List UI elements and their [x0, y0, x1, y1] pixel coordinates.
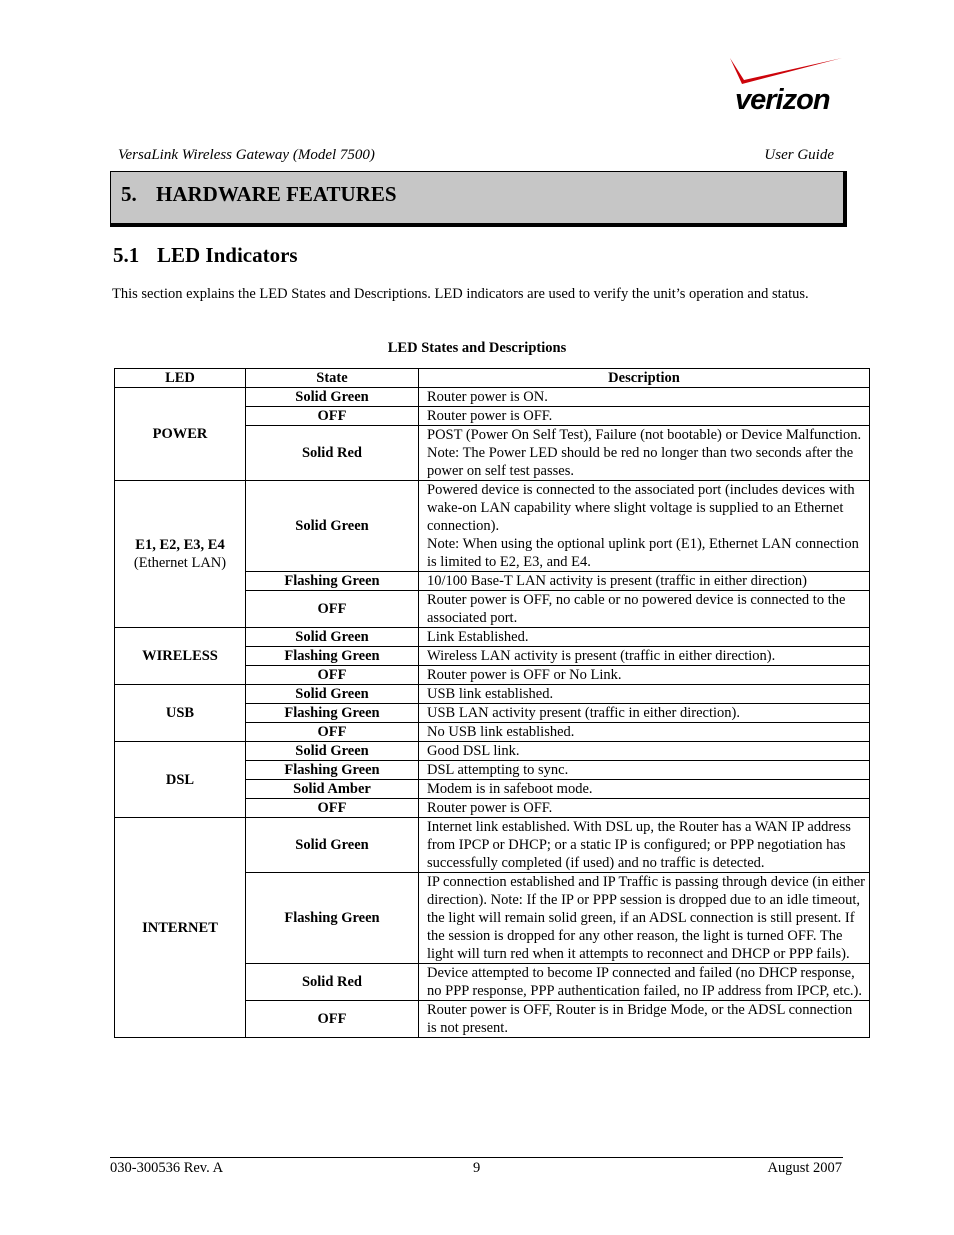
- description-text: Router power is OFF.: [427, 408, 553, 424]
- state-cell: Solid Green: [246, 388, 419, 407]
- led-name: USB: [165, 705, 195, 721]
- description-text: Link Established.: [427, 629, 529, 645]
- description-cell: [419, 818, 870, 873]
- description-text: No USB link established.: [427, 724, 575, 740]
- led-name: WIRELESS: [142, 648, 218, 664]
- footer-date: August 2007: [767, 1160, 842, 1176]
- state-cell: Solid Green: [246, 742, 419, 761]
- subsection-heading: [113, 243, 298, 268]
- description-text: Router power is ON.: [427, 389, 548, 405]
- led-name-cell: [115, 388, 246, 481]
- description-text: Internet link established. With DSL up, the Router has a WAN IP address from IPCP or DHCP; or a static IP is configured; or PPP negotiation has successfully completed (if used) and no traffic is detected.: [427, 819, 851, 871]
- state-cell: Flashing Green: [246, 761, 419, 780]
- section-heading-bar: [110, 171, 847, 227]
- table-row: [115, 685, 870, 704]
- led-name-cell: [115, 481, 246, 628]
- description-text: 10/100 Base-T LAN activity is present (traffic in either direction): [427, 573, 807, 589]
- description-text: Modem is in safeboot mode.: [427, 781, 593, 797]
- state-cell: Flashing Green: [246, 704, 419, 723]
- section-title: HARDWARE FEATURES: [156, 182, 397, 206]
- led-name: INTERNET: [142, 919, 218, 936]
- description-text: Router power is OFF or No Link.: [427, 667, 622, 683]
- led-name: DSL: [165, 771, 195, 788]
- footer-divider: [110, 1157, 843, 1158]
- state-cell: Solid Green: [246, 481, 419, 572]
- description-text: USB link established.: [427, 686, 554, 702]
- description-text: IP connection established and IP Traffic is passing through device (in either direction). Note: If the IP or PPP session is dropped due to an idle timeout, the light will remain solid green, if an ADSL connection is still present. If the session is dropped for any other reason, the light is turned OFF. The light will turn red when it attempts to reconnect and DHCP or PPP fails).: [427, 874, 866, 962]
- running-header-guide: User Guide: [764, 147, 834, 163]
- description-note: Note: When using the optional uplink port (E1), Ethernet LAN connection is limited to E2, E3, and E4.: [427, 536, 859, 570]
- description-cell: [419, 666, 870, 685]
- footer-doc-number: 030-300536 Rev. A: [110, 1160, 224, 1176]
- state-cell: Solid Green: [246, 685, 419, 704]
- led-name: POWER: [152, 426, 208, 442]
- header-led: LED: [115, 369, 246, 388]
- description-cell: [419, 628, 870, 647]
- subsection-title: LED Indicators: [157, 243, 298, 267]
- description-cell: [419, 780, 870, 799]
- description-text: Wireless LAN activity is present (traffic in either direction).: [427, 648, 776, 664]
- header-state: State: [246, 369, 419, 388]
- state-cell: Solid Red: [246, 964, 419, 1001]
- led-name: E1, E2, E3, E4: [135, 537, 225, 553]
- led-subtitle: (Ethernet LAN): [133, 555, 227, 571]
- description-cell: [419, 1001, 870, 1038]
- description-cell: [419, 481, 870, 572]
- description-text: DSL attempting to sync.: [427, 762, 569, 778]
- state-cell: Flashing Green: [246, 873, 419, 964]
- description-text: USB LAN activity present (traffic in either direction).: [427, 705, 740, 721]
- description-cell: [419, 685, 870, 704]
- description-cell: [419, 647, 870, 666]
- description-cell: [419, 873, 870, 964]
- verizon-logo: [726, 54, 844, 122]
- description-text: Device attempted to become IP connected and failed (no DHCP response, no PPP response, PPP authentication failed, no IP address from IPCP, etc.).: [427, 965, 862, 999]
- description-text: Router power is OFF.: [427, 800, 553, 816]
- description-cell: [419, 742, 870, 761]
- description-cell: [419, 388, 870, 407]
- description-cell: [419, 407, 870, 426]
- state-cell: OFF: [246, 723, 419, 742]
- description-text: Router power is OFF, Router is in Bridge Mode, or the ADSL connection is not present.: [427, 1002, 853, 1036]
- state-cell: OFF: [246, 591, 419, 628]
- description-cell: [419, 964, 870, 1001]
- state-cell: Solid Green: [246, 628, 419, 647]
- description-cell: [419, 572, 870, 591]
- section-number: 5.: [121, 182, 137, 206]
- state-cell: Solid Green: [246, 818, 419, 873]
- description-cell: [419, 761, 870, 780]
- table-row: [115, 818, 870, 873]
- description-cell: [419, 704, 870, 723]
- footer-page-number: 9: [473, 1160, 481, 1176]
- state-cell: OFF: [246, 666, 419, 685]
- state-cell: Solid Amber: [246, 780, 419, 799]
- subsection-number: 5.1: [113, 243, 140, 267]
- intro-paragraph: This section explains the LED States and Descriptions. LED indicators are used to verify the unit’s operation and status.: [112, 286, 809, 302]
- table-row: [115, 628, 870, 647]
- description-cell: [419, 799, 870, 818]
- led-name-cell: [115, 742, 246, 818]
- state-cell: OFF: [246, 1001, 419, 1038]
- state-cell: Flashing Green: [246, 572, 419, 591]
- table-header-row: [115, 369, 870, 388]
- state-cell: OFF: [246, 799, 419, 818]
- description-text: Router power is OFF, no cable or no powered device is connected to the associated port.: [427, 592, 846, 626]
- description-text: Powered device is connected to the associated port (includes devices with wake-on LAN capability where slight voltage is supplied to an Ethernet connection).: [427, 482, 855, 534]
- state-cell: Solid Red: [246, 426, 419, 481]
- header-description: Description: [419, 369, 870, 388]
- logo-text: verizon: [735, 84, 830, 116]
- state-cell: Flashing Green: [246, 647, 419, 666]
- running-header-title: VersaLink Wireless Gateway (Model 7500): [118, 147, 375, 163]
- description-text: Good DSL link.: [427, 743, 520, 759]
- led-states-table: [114, 368, 870, 1038]
- state-cell: OFF: [246, 407, 419, 426]
- description-cell: [419, 591, 870, 628]
- table-body: [115, 388, 870, 1038]
- table-row: [115, 481, 870, 572]
- table-row: [115, 388, 870, 407]
- led-name-cell: [115, 818, 246, 1038]
- led-name-cell: [115, 685, 246, 742]
- description-text: POST (Power On Self Test), Failure (not bootable) or Device Malfunction. Note: The Power LED should be red no longer than two seconds after the power on self test passes.: [427, 427, 862, 479]
- table-caption: LED States and Descriptions: [387, 340, 567, 356]
- led-name-cell: [115, 628, 246, 685]
- description-cell: [419, 426, 870, 481]
- description-cell: [419, 723, 870, 742]
- table-row: [115, 742, 870, 761]
